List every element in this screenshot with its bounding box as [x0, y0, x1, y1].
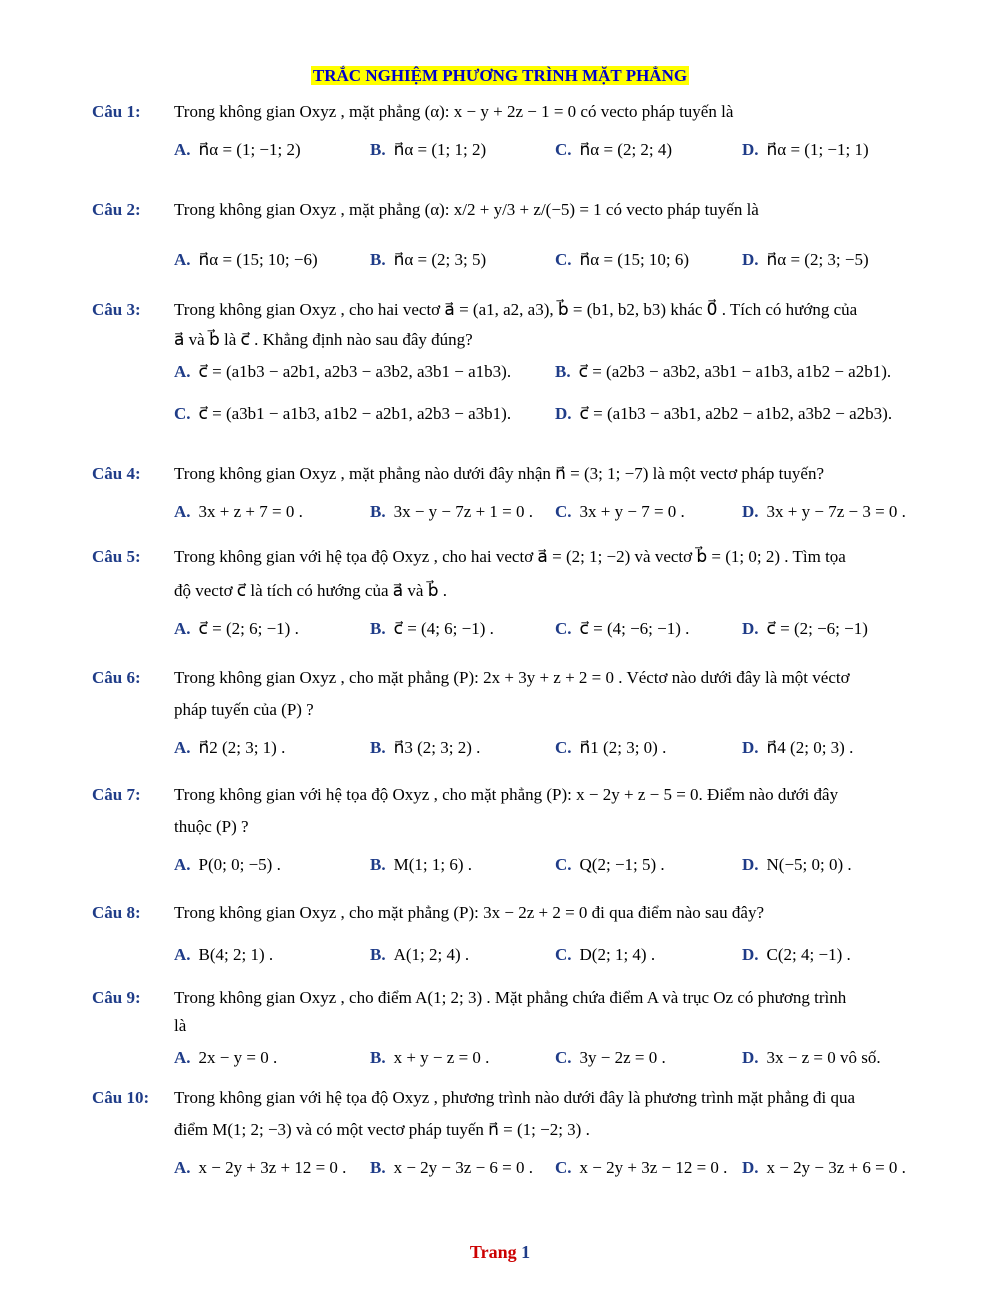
option-b[interactable]: B. n⃗α = (1; 1; 2) — [370, 140, 487, 159]
question-text: Trong không gian với hệ tọa độ Oxyz , phương trình nào dưới đây là phương trình mặt phẳng đi qua — [174, 1088, 856, 1107]
option-d[interactable]: D. n⃗α = (2; 3; −5) — [742, 250, 869, 269]
option-c[interactable]: C. n⃗α = (15; 10; 6) — [555, 250, 690, 269]
question-text: Trong không gian Oxyz , cho mặt phẳng (P): 3x − 2z + 2 = 0 đi qua điểm nào sau đây? — [174, 903, 764, 922]
question-1 — [92, 100, 962, 164]
option-c[interactable]: C. x − 2y + 3z − 12 = 0 . — [555, 1158, 728, 1177]
option-a[interactable]: A. c⃗ = (2; 6; −1) . — [174, 619, 299, 638]
option-c[interactable]: C. n⃗1 (2; 3; 0) . — [555, 738, 667, 757]
question-label: Câu 5: — [92, 547, 141, 566]
question-8 — [92, 901, 962, 969]
question-text: Trong không gian với hệ tọa độ Oxyz , cho mặt phẳng (P): x − 2y + z − 5 = 0. Điểm nào dưới đây — [174, 785, 839, 804]
question-text-continued: là — [174, 1016, 187, 1035]
question-text: Trong không gian với hệ tọa độ Oxyz , cho hai vectơ a⃗ = (2; 1; −2) và vectơ b⃗ = (1; 0; 2) . Tìm tọa — [174, 547, 846, 566]
option-b[interactable]: B. c⃗ = (a2b3 − a3b2, a3b1 − a1b3, a1b2 − a2b1). — [555, 362, 892, 381]
option-a[interactable]: A. c⃗ = (a1b3 − a2b1, a2b3 − a3b2, a3b1 − a1b3). — [174, 362, 512, 381]
question-5 — [92, 545, 962, 643]
option-b[interactable]: B. x + y − z = 0 . — [370, 1048, 490, 1067]
option-d[interactable]: D. N(−5; 0; 0) . — [742, 855, 852, 874]
option-c[interactable]: C. 3x + y − 7 = 0 . — [555, 502, 685, 521]
question-label: Câu 7: — [92, 785, 141, 804]
question-text: Trong không gian Oxyz , cho mặt phẳng (P): 2x + 3y + z + 2 = 0 . Véctơ nào dưới đây là một véctơ — [174, 668, 850, 687]
question-label: Câu 2: — [92, 200, 141, 219]
question-2 — [92, 198, 962, 274]
option-c[interactable]: C. D(2; 1; 4) . — [555, 945, 656, 964]
option-c[interactable]: C. Q(2; −1; 5) . — [555, 855, 665, 874]
question-text-continued: pháp tuyến của (P) ? — [174, 700, 314, 719]
option-a[interactable]: A. n⃗α = (1; −1; 2) — [174, 140, 301, 159]
question-label: Câu 10: — [92, 1088, 150, 1107]
question-10 — [92, 1086, 962, 1182]
option-b[interactable]: B. c⃗ = (4; 6; −1) . — [370, 619, 494, 638]
option-c[interactable]: C. 3y − 2z = 0 . — [555, 1048, 666, 1067]
page-number: 1 — [521, 1242, 531, 1262]
option-d[interactable]: D. c⃗ = (a1b3 − a3b1, a2b2 − a1b2, a3b2 − a2b3). — [555, 404, 893, 423]
question-label: Câu 4: — [92, 464, 141, 483]
question-text-continued: thuộc (P) ? — [174, 817, 249, 836]
question-6 — [92, 666, 962, 762]
question-3 — [92, 298, 962, 428]
option-a[interactable]: A. n⃗2 (2; 3; 1) . — [174, 738, 286, 757]
option-b[interactable]: B. A(1; 2; 4) . — [370, 945, 470, 964]
question-7 — [92, 783, 962, 879]
option-c[interactable]: C. c⃗ = (a3b1 − a1b3, a1b2 − a2b1, a2b3 − a3b1). — [174, 404, 512, 423]
option-d[interactable]: D. 3x + y − 7z − 3 = 0 . — [742, 502, 906, 521]
option-a[interactable]: A. B(4; 2; 1) . — [174, 945, 274, 964]
question-text: Trong không gian Oxyz , cho điểm A(1; 2; 3) . Mặt phẳng chứa điểm A và trục Oz có phương trình — [174, 988, 847, 1007]
option-d[interactable]: D. 3x − z = 0 vô số. — [742, 1048, 881, 1067]
question-label: Câu 1: — [92, 102, 141, 121]
question-label: Câu 9: — [92, 988, 141, 1007]
page-footer — [0, 1242, 1000, 1263]
question-text: Trong không gian Oxyz , cho hai vectơ a⃗ = (a1, a2, a3), b⃗ = (b1, b2, b3) khác 0⃗ . Tích có hướng của — [174, 300, 858, 319]
question-text-continued: độ vectơ c⃗ là tích có hướng của a⃗ và b⃗ . — [174, 581, 448, 600]
option-c[interactable]: C. n⃗α = (2; 2; 4) — [555, 140, 673, 159]
option-d[interactable]: D. x − 2y − 3z + 6 = 0 . — [742, 1158, 906, 1177]
option-d[interactable]: D. n⃗4 (2; 0; 3) . — [742, 738, 854, 757]
question-text-continued: điểm M(1; 2; −3) và có một vectơ pháp tuyến n⃗ = (1; −2; 3) . — [174, 1120, 590, 1139]
option-b[interactable]: B. 3x − y − 7z + 1 = 0 . — [370, 502, 533, 521]
footer-label: Trang — [469, 1242, 517, 1262]
option-c[interactable]: C. c⃗ = (4; −6; −1) . — [555, 619, 690, 638]
option-a[interactable]: A. n⃗α = (15; 10; −6) — [174, 250, 318, 269]
option-b[interactable]: B. x − 2y − 3z − 6 = 0 . — [370, 1158, 533, 1177]
question-text: Trong không gian Oxyz , mặt phẳng (α): x − y + 2z − 1 = 0 có vecto pháp tuyến là — [174, 102, 734, 121]
option-a[interactable]: A. 2x − y = 0 . — [174, 1048, 278, 1067]
question-label: Câu 8: — [92, 903, 141, 922]
option-d[interactable]: D. C(2; 4; −1) . — [742, 945, 851, 964]
question-label: Câu 3: — [92, 300, 141, 319]
page-title-text: TRẮC NGHIỆM PHƯƠNG TRÌNH MẶT PHẲNG — [312, 66, 688, 85]
option-b[interactable]: B. n⃗α = (2; 3; 5) — [370, 250, 487, 269]
question-text: Trong không gian Oxyz , mặt phẳng nào dưới đây nhận n⃗ = (3; 1; −7) là một vectơ pháp tuyến? — [174, 464, 824, 483]
question-text: Trong không gian Oxyz , mặt phẳng (α): x/2 + y/3 + z/(−5) = 1 có vecto pháp tuyến là — [174, 200, 759, 219]
option-b[interactable]: B. M(1; 1; 6) . — [370, 855, 472, 874]
option-b[interactable]: B. n⃗3 (2; 3; 2) . — [370, 738, 481, 757]
option-d[interactable]: D. n⃗α = (1; −1; 1) — [742, 140, 869, 159]
question-label: Câu 6: — [92, 668, 141, 687]
question-9 — [92, 986, 962, 1072]
option-a[interactable]: A. P(0; 0; −5) . — [174, 855, 281, 874]
page-title — [0, 66, 1000, 86]
option-a[interactable]: A. x − 2y + 3z + 12 = 0 . — [174, 1158, 347, 1177]
option-d[interactable]: D. c⃗ = (2; −6; −1) — [742, 619, 868, 638]
question-text-continued: a⃗ và b⃗ là c⃗ . Khẳng định nào sau đây đúng? — [174, 330, 473, 349]
question-4 — [92, 462, 962, 526]
option-a[interactable]: A. 3x + z + 7 = 0 . — [174, 502, 303, 521]
